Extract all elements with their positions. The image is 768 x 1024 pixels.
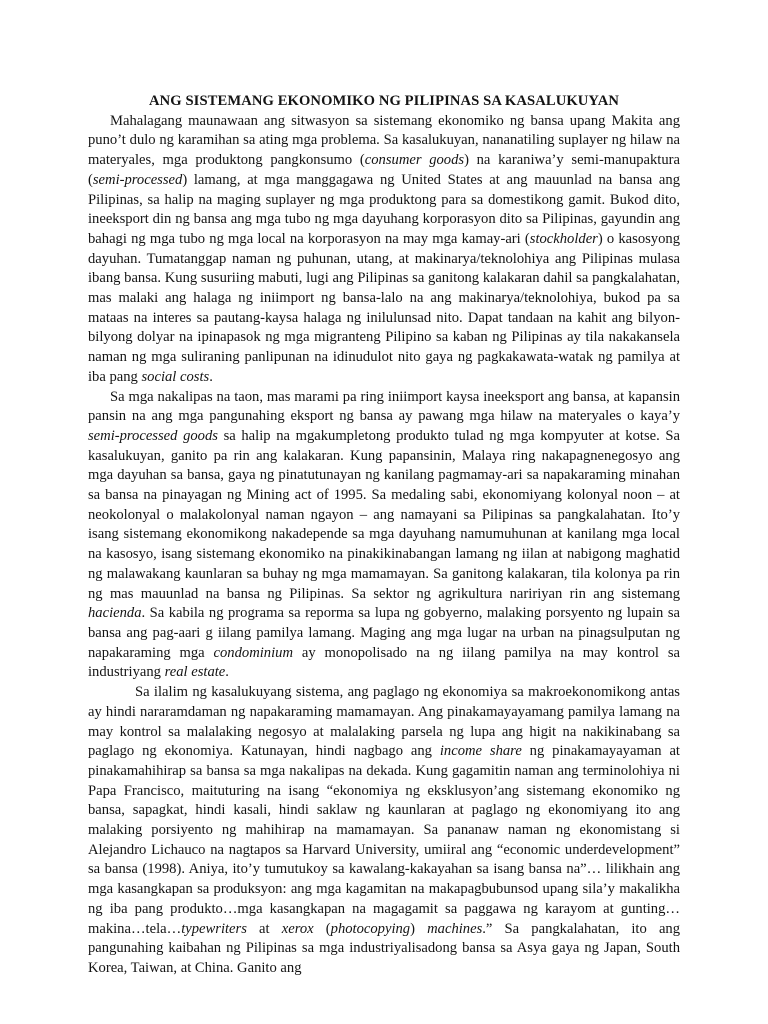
text-run: . Sa kabila ng programa sa reporma sa lupa ng gobyerno, malaking porsyento ng lupain sa bansa ang pag-aari g iilang pamilya lamang. Maging ang mga lugar na urban na pinagsulputan ng napakaraming mga: [88, 605, 680, 661]
text-run: ng pinakamayayaman at pinakamahihirap sa bansa sa mga nakalipas na dekada. Kung gagamitin naman ang terminolohiya ni Papa Francisco, maituturing na isang “ekonomiya ng eksklusyon’ang sistemang ekonomiko ng bansa, sapagkat, hindi kasali, hindi saklaw ng kaunlaran at paglago ng ekonomiyang ito ang malaking porsiyento ng mahihirap na mamamayan. Sa pananaw naman ng ekonomistang si Alejandro Lichauco na nagtapos sa Harvard University, umiiral ang “economic underdevelopment” sa bansa (1998). Aniya, ito’y tumutukoy sa kawalang-kakayahan sa isang bansa na”… lilikhain ang mga kasangkapan sa produksyon: ang mga kagamitan na makapagbubunsod upang sila’y makalikha ng iba pang produkto…mga kasangkapan na magagamit sa paggawa ng karayom at gunting…makina…tela…: [88, 743, 680, 937]
text-run: Sa mga nakalipas na taon, mas marami pa ring iniimport kaysa ineeksport ang bansa, at kapansin pansin na ang mga pangunahing eksport ng bansa ay pawang mga hilaw na materyales o kaya’y: [88, 388, 680, 425]
italic-term: condominium: [213, 644, 293, 661]
italic-term: real estate: [164, 664, 226, 681]
italic-term: stockholder: [529, 230, 598, 247]
document-title: ANG SISTEMANG EKONOMIKO NG PILIPINAS SA KASALUKUYAN: [148, 93, 619, 109]
italic-term: income share: [439, 743, 522, 760]
italic-term: hacienda: [88, 605, 142, 622]
italic-term: photocopying: [330, 920, 411, 937]
text-run: Mahalagang maunawaan ang sitwasyon sa sistemang ekonomiko ng bansa upang Makita ang puno’t dulo ng karamihan sa ating mga problema. Sa kasalukuyan, nananatiling suplayer ng hilaw na materyales, mga produktong pangkonsumo (: [88, 112, 680, 169]
text-run: ) na karaniwa’y semi-manupaktura (: [88, 152, 680, 188]
text-run: sa halip na mgakumpletong produkto tulad ng mga kompyuter at kotse. Sa kasalukuyan, ganito pa rin ang kalakaran. Kung papansinin, Malaya ring nakapagnenegosyo ang mga dayuhan sa bansa, gaya ng pinatutunayan ng kanilang pagmamay-ari sa napakaraming minahan sa bansa na pinayagan ng Mining act of 1995. Sa medaling sabi, ekonomiyang kolonyal noon – at neokolonyal o malakolonyal naman ngayon – ang namayani sa Pilipinas sa pangkalahatan. Ito’y isang sistemang ekonomikong nakadepende sa mga dayuhang namumuhunan at kanilang mga local na kasosyo, isang sistemang ekonomiko na pinakikinabangan lamang ng iilan at nabigong maghatid ng malawakang kaunlaran sa buhay ng mga mamamayan. Sa ganitong kalakaran, tila kolonya pa rin ng mas mauunlad na bansa ng Pilipinas. Sa sektor ng agrikultura naririyan rin ang sistemang: [88, 427, 680, 602]
paragraph-3: [88, 683, 680, 979]
italic-term: xerox: [281, 920, 314, 937]
text-run: (: [313, 920, 331, 937]
text-run: .: [209, 368, 213, 385]
italic-term: semi-processed goods: [88, 427, 218, 444]
text-run: Sa ilalim ng kasalukuyang sistema, ang paglago ng ekonomiya sa makroekonomikong antas ay hindi nararamdaman ng napakaraming mamamayan. Ang pinakamayayamang pamilya lamang na may kontrol sa malalaking negosyo at malalaking parsela ng lupa ang higit na nakikinabang sa paglago ng ekonomiya. Katunayan, hindi nagbago ang: [88, 684, 680, 760]
text-run: ay monopolisado na ng iilang pamilya na may kontrol sa industriyang: [88, 644, 680, 681]
text-run: ): [410, 920, 428, 937]
paragraph-1: [88, 112, 680, 388]
italic-term: typewriters: [181, 920, 247, 937]
text-run: .: [225, 664, 229, 681]
italic-term: machines: [427, 920, 483, 937]
italic-term: consumer goods: [364, 152, 465, 169]
text-run: ) lamang, at mga manggagawa ng United States at ang mauunlad na bansa ang Pilipinas, sa halip na maging suplayer ng mga produktong para sa domestikong gamit. Bukod dito, ineeksport din ng bansa ang mga tubo ng mga dayuhang korporasyon dito sa Pilipinas, gayundin ang bahagi ng mga tubo ng mga local na korporasyon na may mga kamay-ari (: [88, 171, 680, 247]
text-run: at: [246, 920, 282, 937]
italic-term: semi-processed: [92, 171, 183, 188]
text-run: .” Sa pangkalahatan, ito ang pangunahing kaibahan ng Pilipinas sa mga industriyalisadong bansa sa Asya gaya ng Japan, South Korea, Taiwan, at China. Ganito ang: [88, 920, 681, 976]
text-run: ) o kasosyong dayuhan. Tumatanggap naman ng puhunan, utang, at makinarya/teknolohiya ang Pilipinas mulasa ibang bansa. Kung susuriing mabuti, lugi ang Pilipinas sa ganitong kalakaran dahil sa pangkalahatan, mas malaki ang halaga ng iniimport ng bansa-lalo na ang makinarya/teknolohiya, bukod pa sa mataas na interes sa pautang-kaysa halaga ng inilulunsad nito. Dapat tandaan na kahit ang bilyon-bilyong dolyar na ipinapasok ng mga migranteng Pilipino sa kaban ng Pilipinas ay tila nakakansela naman ng mga suliraning panlipunan na idinudulot nito gaya ng pagkakawata-watak ng pamilya at iba pang: [88, 230, 680, 385]
italic-term: social costs: [141, 368, 210, 385]
paragraph-2: [88, 388, 680, 684]
document-page: [88, 92, 680, 979]
